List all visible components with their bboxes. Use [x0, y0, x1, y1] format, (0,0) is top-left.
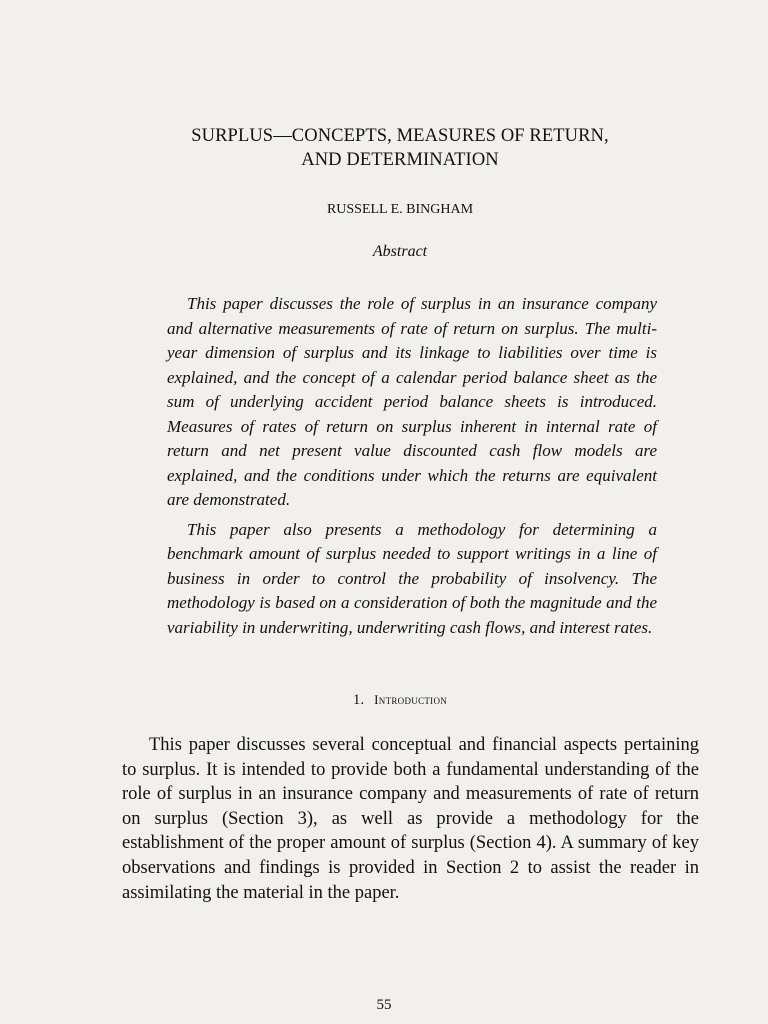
- section-number: 1.: [352, 692, 365, 708]
- section-heading: [100, 690, 700, 710]
- title-line-1: SURPLUS—CONCEPTS, MEASURES OF RETURN,: [191, 126, 609, 146]
- section-name: Introduction: [374, 692, 448, 707]
- introduction-paragraph: This paper discusses several conceptual and financial aspects pertaining to surplus. It is intended to provide both a fundamental understanding of the role of surplus in an insurance company and measurements of rate of return on surplus (Section 3), as well as provide a methodology for the establishment of the proper amount of surplus (Section 4). A summary of key observations and findings is provided in Section 2 to assist the reader in assimilating the material in the paper.: [122, 735, 699, 903]
- title-line-2: AND DETERMINATION: [301, 150, 499, 170]
- abstract-paragraph-2: This paper also presents a methodology for determining a benchmark amount of surplus needed to support writings in a line of business in order to control the probability of insolvency. The methodology is based on a consideration of both the magnitude and the variability in underwriting, underwriting cash flows, and interest rates.: [167, 519, 657, 637]
- abstract-heading: Abstract: [372, 243, 428, 260]
- abstract: [167, 292, 657, 640]
- page-number: 55: [376, 997, 392, 1013]
- paper-title: [100, 124, 700, 172]
- abstract-paragraph-1: This paper discusses the role of surplus in an insurance company and alternative measurements of rate of return on surplus. The multi-year dimension of surplus and its linkage to liabilities over time is explained, and the concept of a calendar period balance sheet as the sum of underlying accident period balance sheets is introduced. Measures of rates of return on surplus inherent in internal rate of return and net present value discounted cash flow models are explained, and the conditions under which the returns are equivalent are demonstrated.: [167, 294, 657, 509]
- author-name: RUSSELL E. BINGHAM: [326, 202, 474, 217]
